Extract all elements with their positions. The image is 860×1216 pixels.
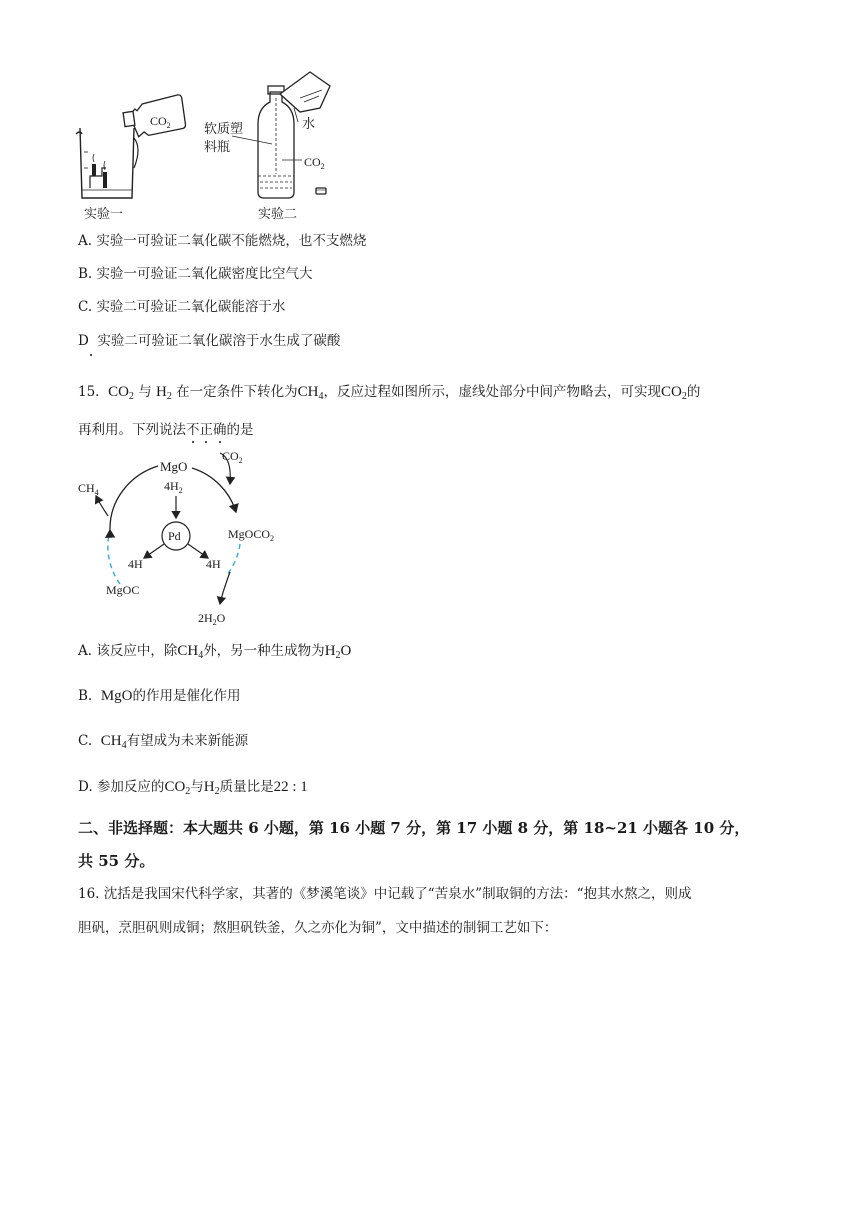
q15-option-b: B. MgO的作用是催化作用 <box>78 688 241 704</box>
experiment-two-apparatus <box>232 72 330 198</box>
pd-label: Pd <box>168 529 181 543</box>
q15-option-a: A. 该反应中，除$CH_4$外，另一种生成物为$H_2O$ <box>78 643 352 661</box>
section-two-heading-line1: 二、非选择题：本大题共 6 小题，第 16 小题 7 分，第 17 小题 8 分，第 18~21 小题各 10 分， <box>78 819 750 837</box>
four-h-right-label: 4H <box>206 557 221 571</box>
dashed-arc-right <box>226 544 240 576</box>
ch4-label: $CH_4$ <box>78 481 99 497</box>
section-two-heading-line2: 共 55 分。 <box>78 852 155 870</box>
pd-to-left-h-arrow <box>144 544 164 558</box>
stray-dot <box>90 354 92 356</box>
q14-option-b: B. 实验一可验证二氧化碳密度比空气大 <box>78 266 313 282</box>
experiment-two-caption: 实验二 <box>258 206 298 221</box>
soft-bottle-label-line2: 料瓶 <box>204 139 231 154</box>
arc-mgo-to-mgoco2 <box>192 468 236 512</box>
q15-stem-line1: 15. $CO_2$ 与 $H_2$ 在一定条件下转化为$CH_4$，反应过程如图所示，虚线处部分中间产物略去，可实现$CO_2$的 <box>78 384 701 402</box>
q14-option-c: C. 实验二可验证二氧化碳能溶于水 <box>78 299 286 315</box>
arc-mgoc-to-mgo <box>110 466 158 530</box>
q15-stem-line2: 再利用。下列说法不正确的是 <box>78 422 254 438</box>
q16-stem-line2: 胆矾，烹胆矾则成铜；熬胆矾铁釜，久之亦化为铜”，文中描述的制铜工艺如下： <box>78 920 558 936</box>
q14-option-d: D 实验二可验证二氧化碳溶于水生成了碳酸 <box>78 333 341 349</box>
co2-bottle-gas-label: $CO_2$ <box>304 155 325 171</box>
four-h2-label: $4H_2$ <box>164 479 183 495</box>
four-h-left-label: 4H <box>128 557 143 571</box>
water-label: 水 <box>302 116 316 131</box>
experiment-one-apparatus <box>76 128 138 198</box>
water-product-label: $2H_2O$ <box>198 611 226 627</box>
co2-experiments-figure <box>72 68 342 224</box>
reaction-cycle-diagram <box>72 444 302 630</box>
soft-bottle-label-line1: 软质塑 <box>204 121 244 136</box>
q15-option-d: D. 参加反应的$CO_2$与$H_2$质量比是22 : 1 <box>78 779 308 797</box>
q15-option-c: C. $CH_4$有望成为未来新能源 <box>78 733 249 751</box>
mgoc-label: MgOC <box>106 583 140 597</box>
experiment-one-caption: 实验一 <box>84 206 124 221</box>
q16-stem-line1: 16. 沈括是我国宋代科学家，其著的《梦溪笔谈》中记载了“苦泉水”制取铜的方法：“抱其水熬之，则成 <box>78 886 692 902</box>
q14-option-a: A. 实验一可验证二氧化碳不能燃烧，也不支燃烧 <box>78 233 367 249</box>
co2-bottle-label: $CO_2$ <box>150 114 171 130</box>
mgoco2-label: MgOCO$_2$ <box>228 527 275 543</box>
co2-label: $CO_2$ <box>222 449 243 465</box>
ch4-outflow-arrow <box>96 496 108 516</box>
dashed-arc-left <box>108 530 120 584</box>
pd-to-right-h-arrow <box>188 544 208 558</box>
mgo-label: MgO <box>160 459 188 474</box>
water-outflow-arrow <box>220 572 230 604</box>
